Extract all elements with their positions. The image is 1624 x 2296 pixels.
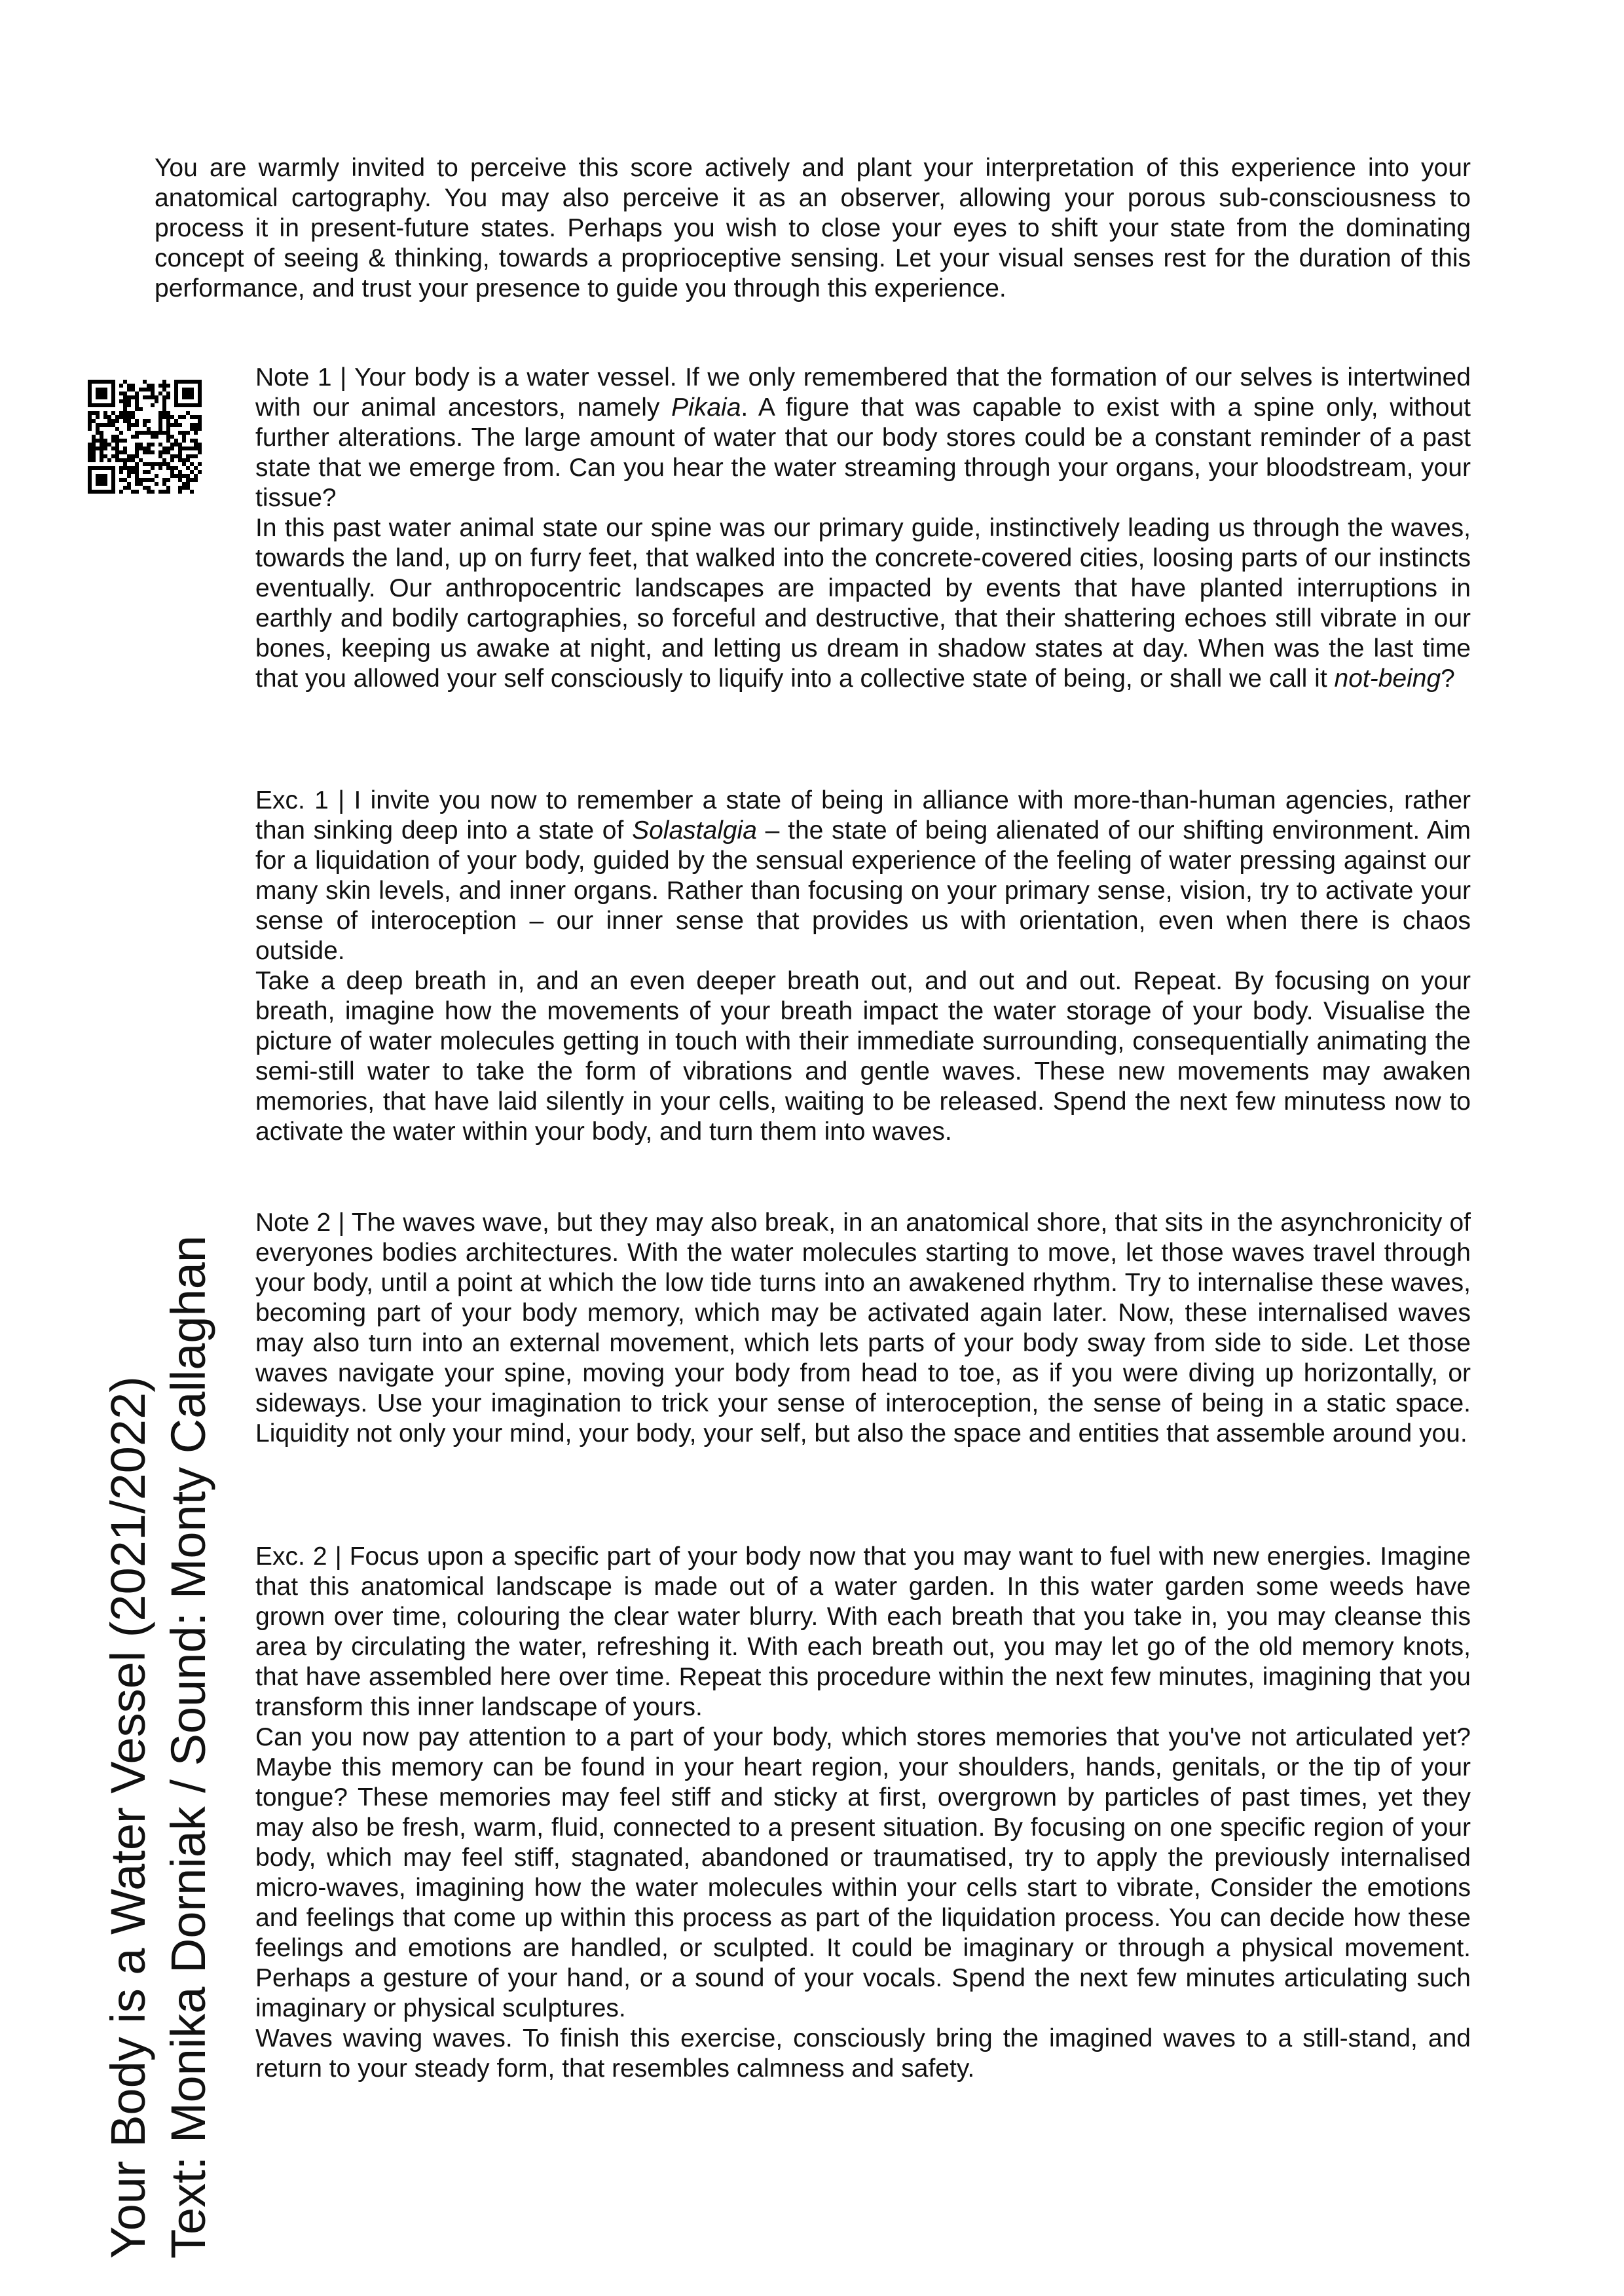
note-1 <box>255 363 1471 694</box>
exercise-2 <box>255 1542 1471 2084</box>
note-2-paragraph-1: Note 2 | The waves wave, but they may also break, in an anatomical shore, that sits in the asynchronicity of everyones bodies architectures. With the water molecules starting to move, let those waves travel through your body, until a point at which the low tide turns into an awakened rhythm. Try to internalise these waves, becoming part of your body memory, which may be activated again later. Now, these internalised waves may also turn into an external movement, which lets parts of your body sway from side to side. Let those waves navigate your spine, moving your body from head to toe, as if you were diving up horizontally, or sideways. Use your imagination to trick your sense of interoception, the sense of being in a static space. Liquidity not only your mind, your body, your self, but also the space and entities that assemble around you. <box>255 1209 1471 1448</box>
note-1-paragraph-2: In this past water animal state our spine was our primary guide, instinctively leading us through the waves, towards the land, up on furry feet, that walked into the concrete-covered cities, loosing parts of our instincts eventually. Our anthropocentric landscapes are impacted by events that have planted interruptions in earthly and bodily cartographies, so forceful and destructive, that their shattering echoes still vibrate in our bones, keeping us awake at night, and letting us dream in shadow states at day. When was the last time that you allowed your self consciously to liquify into a collective state of being, or shall we call it not-being? <box>255 514 1471 693</box>
work-title: Your Body is a Water Vessel (2021/2022) <box>101 1376 155 2259</box>
note-1-paragraph-1: Note 1 | Your body is a water vessel. If we only remembered that the formation of our selves is intertwined with our animal ancestors, namely Pikaia. A figure that was capable to exist with a spine only, without further alterations. The large amount of water that our body stores could be a constant reminder of a past state that we emerge from. Can you hear the water streaming through your organs, your bloodstream, your tissue? <box>255 363 1471 512</box>
exercise-2-paragraph-2: Can you now pay attention to a part of your body, which stores memories that you've not articulated yet? Maybe this memory can be found in your heart region, your shoulders, hands, genitals, or the tip of your tongue? These memories may feel stiff and sticky at first, overgrown by particles of past times, yet they may also be fresh, warm, fluid, connected to a present situation. By focusing on one specific region of your body, which may feel stiff, stagnated, abandoned or traumatised, try to apply the previously internalised micro-waves, imagining how the water molecules within your cells start to vibrate, Consider the emotions and feelings that come up within this process as part of the liquidation process. You can decide how these feelings and emotions are handled, or sculpted. It could be imaginary or through a physical movement. Perhaps a gesture of your hand, or a sound of your vocals. Spend the next few minutes articulating such imaginary or physical sculptures. <box>255 1723 1471 2022</box>
intro-paragraph: You are warmly invited to perceive this score actively and plant your interpretation of this experience into your anatomical cartography. You may also perceive it as an observer, allowing your porous sub-consciousness to process it in present-future states. Perhaps you wish to close your eyes to shift your state from the dominating concept of seeing & thinking, towards a proprioceptive sensing. Let your visual senses rest for the duration of this performance, and trust your presence to guide you through this experience. <box>155 154 1471 302</box>
qr-code-icon[interactable] <box>88 380 202 494</box>
note-2 <box>255 1208 1471 1449</box>
exercise-1 <box>255 786 1471 1147</box>
exercise-2-paragraph-3: Waves waving waves. To finish this exercise, consciously bring the imagined waves to a still-stand, and return to your steady form, that resembles calmness and safety. <box>255 2024 1471 2083</box>
exercise-2-paragraph-1: Exc. 2 | Focus upon a specific part of your body now that you may want to fuel with new energies. Imagine that this anatomical landscape is made out of a water garden. In this water garden some weeds have grown over time, colouring the clear water blurry. With each breath that you take in, you may cleanse this area by circulating the water, refreshing it. With each breath out, you may let go of the old memory knots, that have assembled here over time. Repeat this procedure within the next few minutes, imagining that you transform this inner landscape of yours. <box>255 1542 1471 1721</box>
exercise-1-paragraph-1: Exc. 1 | I invite you now to remember a state of being in alliance with more-than-human agencies, rather than sinking deep into a state of Solastalgia – the state of being alienated of our shifting environment. Aim for a liquidation of your body, guided by the sensual experience of the feeling of water pressing against our many skin levels, and inner organs. Rather than focusing on your primary sense, vision, try to activate your sense of interoception – our inner sense that provides us with orientation, even when there is chaos outside. <box>255 786 1471 965</box>
vertical-title <box>98 1235 219 2259</box>
exercise-1-paragraph-2: Take a deep breath in, and an even deeper breath out, and out and out. Repeat. By focusing on your breath, imagine how the movements of your breath impact the water storage of your body. Visualise the picture of water molecules getting in touch with their immediate surrounding, consequentially animating the semi-still water to take the form of vibrations and gentle waves. These new movements may awaken memories, that have laid silently in your cells, waiting to be released. Spend the next few minutess now to activate the water within your body, and turn them into waves. <box>255 967 1471 1146</box>
credits: Text: Monika Dorniak / Sound: Monty Callaghan <box>161 1235 215 2259</box>
